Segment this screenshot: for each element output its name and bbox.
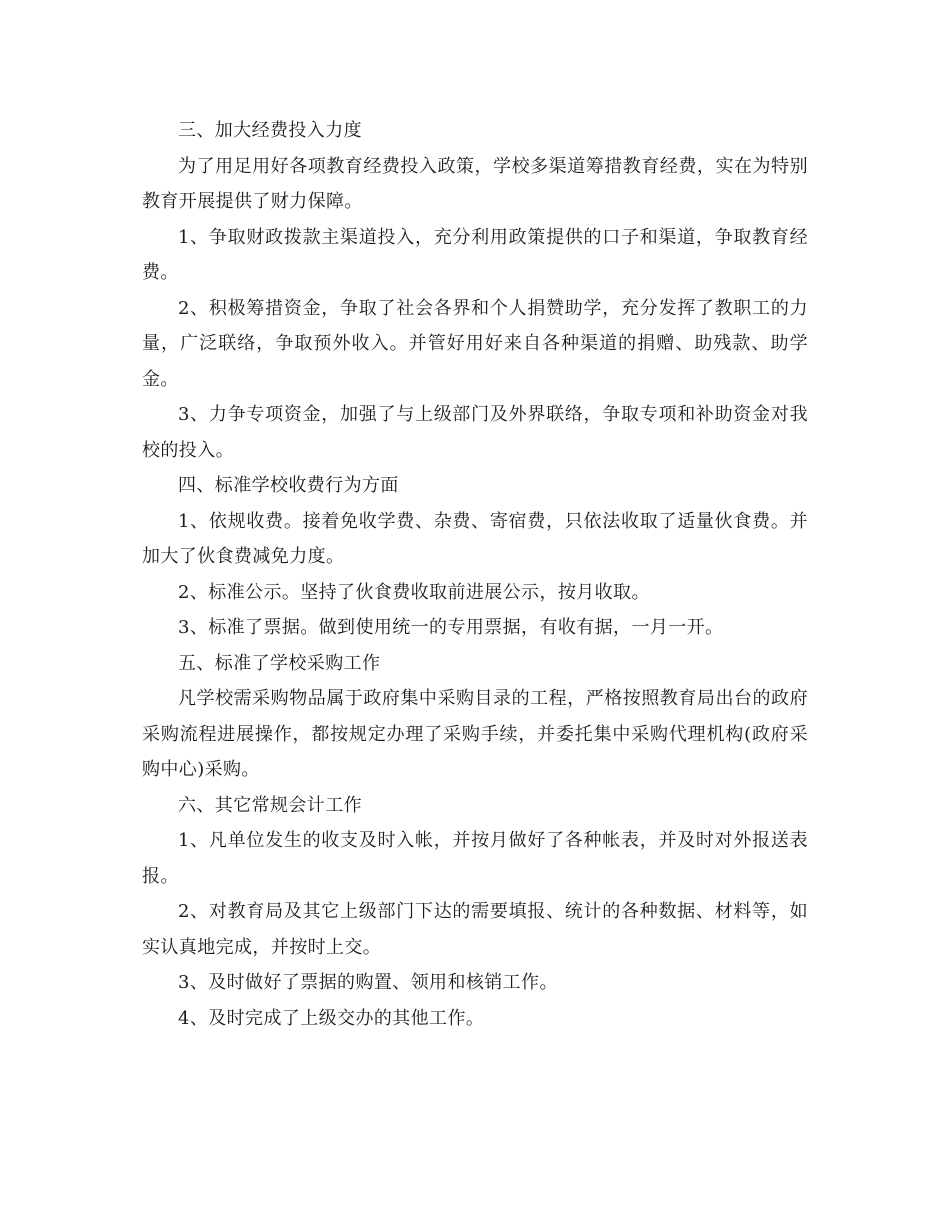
paragraph: 1、凡单位发生的收支及时入帐，并按月做好了各种帐表，并及时对外报送表报。 [142,830,808,887]
paragraph: 3、力争专项资金，加强了与上级部门及外界联络，争取专项和补助资金对我校的投入。 [142,404,808,461]
section-heading-6: 六、其它常规会计工作 [178,794,362,816]
section-heading-5: 五、标准了学校采购工作 [178,652,381,674]
paragraph: 1、争取财政拨款主渠道投入，充分利用政策提供的口子和渠道，争取教育经费。 [142,226,808,283]
section-heading-4: 四、标准学校收费行为方面 [178,475,399,496]
paragraph: 2、标准公示。坚持了伙食费收取前进展公示，按月收取。 [178,581,650,603]
paragraph: 1、依规收费。接着免收学费、杂费、寄宿费，只依法收取了适量伙食费。并加大了伙食费减免力度。 [142,510,808,567]
paragraph: 凡学校需采购物品属于政府集中采购目录的工程，严格按照教育局出台的政府采购流程进展操作，都按规定办理了采购手续，并委托集中采购代理机构(政府采购中心)采购。 [142,688,808,780]
paragraph: 2、对教育局及其它上级部门下达的需要填报、统计的各种数据、材料等，如实认真地完成，并按时上交。 [142,901,808,958]
paragraph: 3、及时做好了票据的购置、领用和核销工作。 [178,972,558,993]
document-body [142,113,808,1036]
paragraph: 3、标准了票据。做到使用统一的专用票据，有收有据，一月一开。 [178,617,724,638]
paragraph: 为了用足用好各项教育经费投入政策，学校多渠道筹措教育经费，实在为特别教育开展提供了财力保障。 [142,155,808,212]
paragraph: 4、及时完成了上级交办的其他工作。 [178,1007,485,1029]
paragraph: 2、积极筹措资金，争取了社会各界和个人捐赞助学，充分发挥了教职工的力量，广泛联络，争取预外收入。并管好用好来自各种渠道的捐赠、助残款、助学金。 [142,297,808,390]
section-heading-3: 三、加大经费投入力度 [178,120,362,141]
